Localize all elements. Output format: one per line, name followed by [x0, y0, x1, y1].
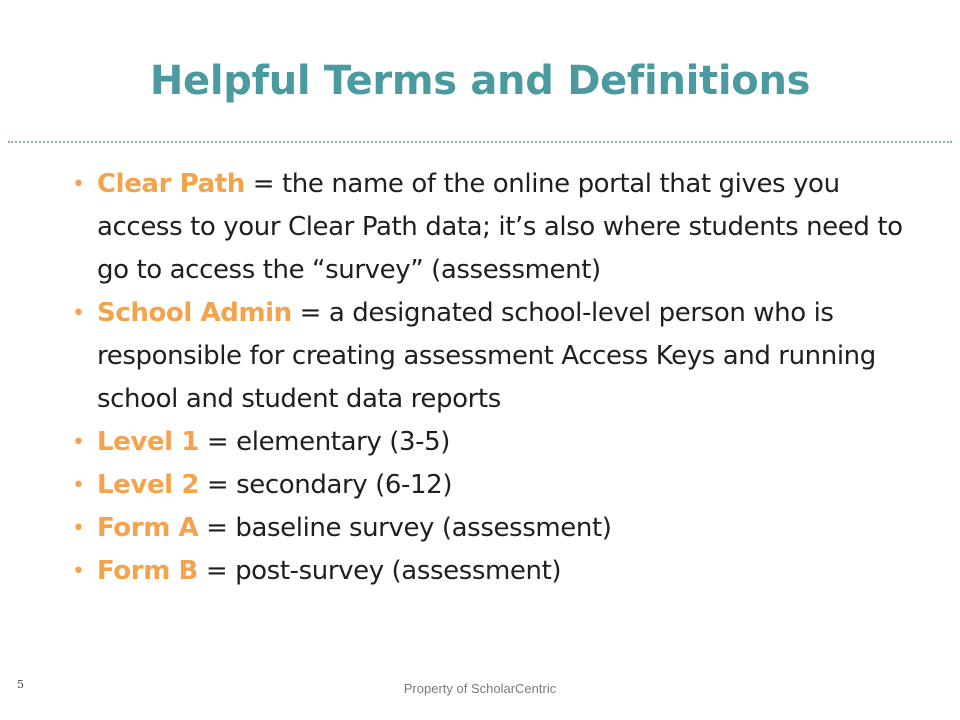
term-label: Level 2: [97, 470, 200, 500]
definition-text: = a designated school-level person who is responsible for creating assessment Access Keys and running school and student data reports: [97, 298, 876, 414]
list-item-level-1: [72, 421, 932, 464]
term-label: Level 1: [97, 427, 200, 457]
list-item-level-2: [72, 464, 932, 507]
bullet-icon: •: [72, 172, 85, 197]
definition-text: = secondary (6-12): [199, 470, 453, 500]
bullet-icon: •: [72, 559, 85, 584]
definition-text: = baseline survey (assessment): [198, 513, 612, 543]
dotted-divider: [8, 141, 952, 143]
term-label: Clear Path: [97, 169, 245, 199]
term-label: School Admin: [97, 298, 292, 328]
list-item-form-b: [72, 550, 932, 593]
definitions-list: [72, 163, 932, 593]
list-item-school-admin: [72, 292, 932, 421]
definition-text: = the name of the online portal that gives you access to your Clear Path data; it’s also where students need to go to access the “survey” (assessment): [97, 169, 903, 285]
bullet-icon: •: [72, 516, 85, 541]
definition-text: = post-survey (assessment): [197, 556, 562, 586]
definition-text: = elementary (3-5): [199, 427, 450, 457]
term-label: Form B: [97, 556, 198, 586]
bullet-icon: •: [72, 301, 85, 326]
list-item-form-a: [72, 507, 932, 550]
list-item-clear-path: [72, 163, 932, 292]
bullet-icon: •: [72, 430, 85, 455]
bullet-icon: •: [72, 473, 85, 498]
term-label: Form A: [97, 513, 199, 543]
slide-title: Helpful Terms and Definitions: [149, 58, 811, 104]
footer-text: Property of ScholarCentric: [403, 681, 557, 696]
page-number: 5: [17, 678, 24, 691]
